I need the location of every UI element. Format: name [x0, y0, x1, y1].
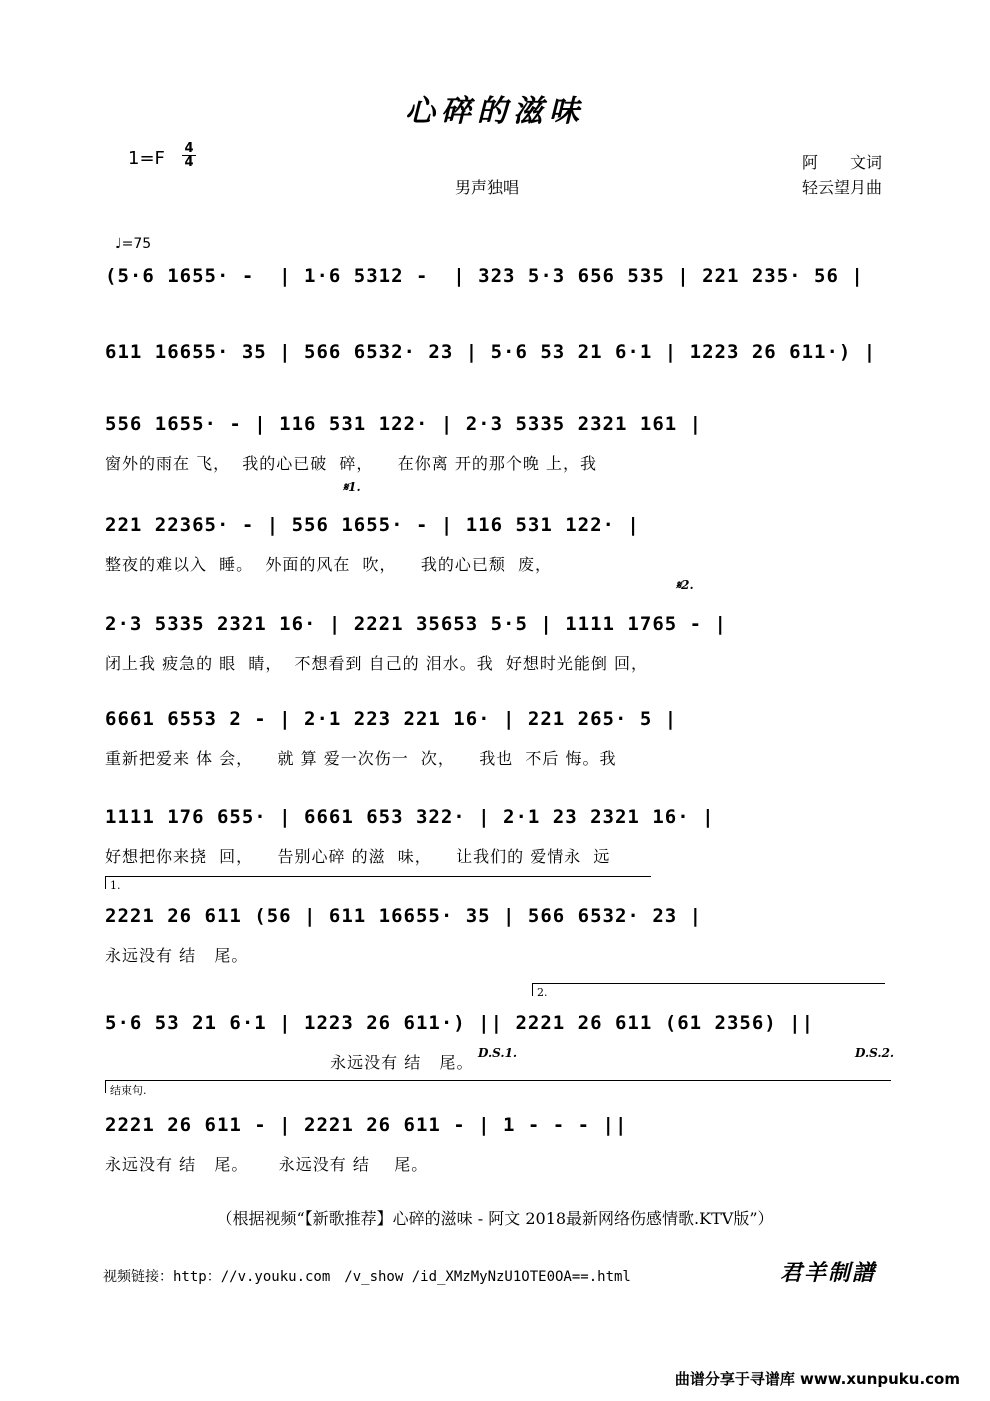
- lyrics-line: 整夜的难以入 睡。 外面的风在 吹， 我的心已颓 废，: [105, 555, 553, 574]
- ds-1-mark: D.S.1.: [478, 1046, 518, 1060]
- notation-line: 221 22365· - | 556 1655· - | 116 531 122· |: [105, 514, 640, 536]
- lyrics-line: 好想把你来挠 回， 告别心碎 的滋 味， 让我们的 爱情永 远: [105, 847, 611, 866]
- segno-2-mark: 𝄋2.: [676, 578, 694, 592]
- score-system-9: [105, 1012, 895, 1070]
- lyrics-line: 闭上我 疲急的 眼 睛， 不想看到 自己的 泪水。我 好想时光能倒 回，: [105, 654, 648, 673]
- ds-2-mark: D.S.2.: [855, 1046, 895, 1060]
- score-system-5: [105, 613, 895, 671]
- score-system-10: [105, 1114, 895, 1172]
- time-signature-top: 4: [184, 141, 194, 156]
- score-system-3: [105, 413, 895, 471]
- notation-line: 5·6 53 21 6·1 | 1223 26 611·) || 2221 26 611 (61 2356) ||: [105, 1012, 815, 1034]
- volta-2-label: 2.: [537, 986, 548, 999]
- notation-line: (5·6 1655· - | 1·6 5312 - | 323 5·3 656 535 | 221 235· 56 |: [105, 265, 864, 287]
- volta-1-bracket: [105, 876, 651, 889]
- time-signature: [182, 142, 196, 169]
- ending-label: 结束句.: [110, 1084, 147, 1097]
- notation-line: 2221 26 611 - | 2221 26 611 - | 1 - - - ||: [105, 1114, 628, 1136]
- tempo-marking: ♩=75: [115, 236, 152, 252]
- lyrics-line: 永远没有 结 尾。: [105, 946, 249, 965]
- score-system-6: [105, 708, 895, 766]
- lyrics-line: 永远没有 结 尾。: [105, 1053, 474, 1072]
- site-footer: 曲谱分享于寻谱库 www.xunpuku.com: [674, 1370, 960, 1388]
- notation-line: 611 16655· 35 | 566 6532· 23 | 5·6 53 21 6·1 | 1223 26 611·) |: [105, 341, 877, 363]
- score-system-7: [105, 806, 895, 864]
- performance-type: 男声独唱: [455, 178, 520, 197]
- source-note: （根据视频“【新歌推荐】心碎的滋味 - 阿文 2018最新网络伤感情歌.KTV版”）: [216, 1209, 774, 1228]
- time-signature-bottom: 4: [184, 155, 194, 170]
- volta-1-label: 1.: [110, 879, 121, 892]
- transcriber-signature: 君羊制譜: [780, 1260, 877, 1286]
- lyrics-line: 重新把爱来 体 会， 就 算 爱一次伤一 次， 我也 不后 悔。我: [105, 749, 617, 768]
- volta-2-bracket: [532, 983, 885, 996]
- lyricist-credit: 阿 文词: [801, 153, 882, 172]
- notation-line: 1111 176 655· | 6661 653 322· | 2·1 23 2321 16· |: [105, 806, 715, 828]
- ending-bracket: [105, 1080, 891, 1093]
- lyrics-line: 窗外的雨在 飞， 我的心已破 碎， 在你离 开的那个晚 上，我: [105, 454, 597, 473]
- key-signature: 1=F: [128, 148, 165, 169]
- score-system-1: [105, 265, 895, 323]
- score-system-2: [105, 341, 895, 399]
- score-system-4: [105, 514, 895, 572]
- segno-1-mark: 𝄋1.: [343, 480, 361, 494]
- notation-line: 2·3 5335 2321 16· | 2221 35653 5·5 | 1111 1765 - |: [105, 613, 727, 635]
- notation-line: 556 1655· - | 116 531 122· | 2·3 5335 2321 161 |: [105, 413, 703, 435]
- score-system-8: [105, 905, 895, 963]
- composer-credit: 轻云望月曲: [801, 178, 882, 197]
- lyrics-line: 永远没有 结 尾。 永远没有 结 尾。: [105, 1155, 429, 1174]
- notation-line: 2221 26 611 (56 | 611 16655· 35 | 566 6532· 23 |: [105, 905, 703, 927]
- score-title: 心碎的滋味: [405, 94, 585, 129]
- notation-line: 6661 6553 2 - | 2·1 223 221 16· | 221 265· 5 |: [105, 708, 678, 730]
- video-link[interactable]: 视频链接：http：//v.youku.com /v_show /id_XMzMyNzU1OTE0OA==.html: [103, 1269, 631, 1285]
